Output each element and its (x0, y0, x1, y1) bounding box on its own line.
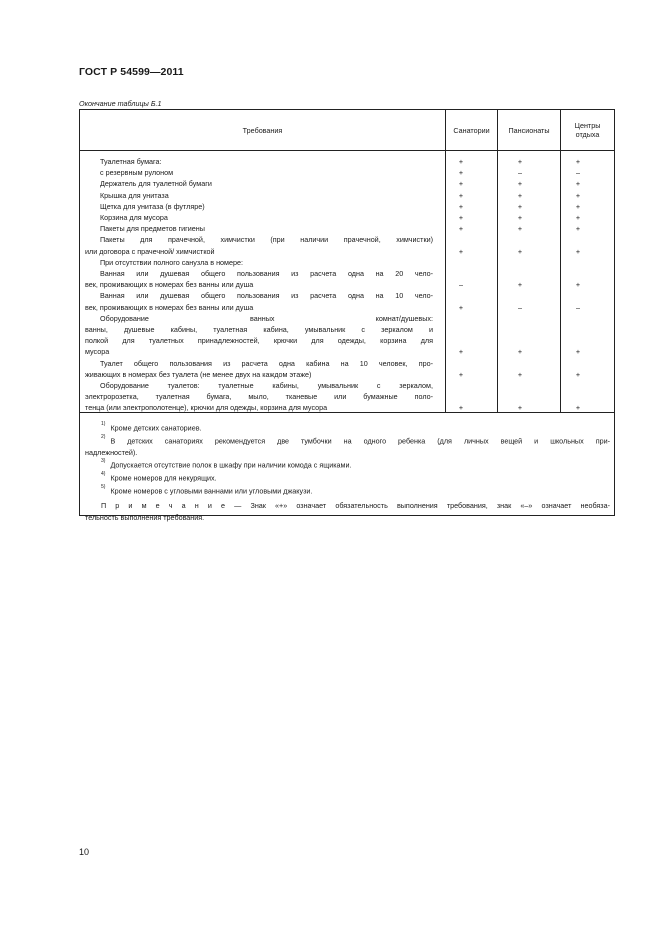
mark-pensions: – (518, 168, 522, 178)
mark-sanatoria: + (458, 369, 464, 379)
mark-rest-centers: + (575, 246, 581, 256)
col-divider-2 (497, 110, 498, 412)
mark-pensions: + (517, 157, 523, 166)
requirement-line: электророзетка, туалетная бумага, мыло, тканевые или бумажные поло- (85, 392, 433, 402)
requirement-text (85, 290, 433, 312)
footnote-5: $^{5)}$ Кроме номеров с угловыми ваннами или угловыми джакузи. (101, 483, 313, 495)
requirement-line: При отсутствии полного санузла в номере: (100, 257, 243, 267)
column-header-pensions: Пансионаты (508, 125, 550, 135)
mark-sanatoria: + (458, 168, 464, 178)
mark-rest-centers: – (576, 302, 580, 312)
requirement-line: полкой для туалетных принадлежностей, крючки для одежды, корзина для (85, 336, 433, 346)
requirement-line: мусора (85, 347, 110, 357)
requirement-text (85, 257, 433, 268)
requirement-text (85, 223, 433, 234)
mark-rest-centers: + (575, 179, 581, 189)
requirement-text (85, 167, 433, 178)
mark-rest-centers: + (575, 201, 581, 211)
column-header-rest-centers-line1: Центры (574, 121, 601, 130)
requirement-line: ванны, душевые кабины, туалетная кабина, умывальник с зеркалом и (85, 325, 433, 334)
mark-pensions: + (517, 246, 523, 256)
mark-sanatoria: + (458, 190, 464, 200)
mark-pensions: + (517, 201, 523, 211)
requirement-line: с резервным рулоном (100, 168, 174, 178)
page-number: 10 (79, 847, 90, 857)
mark-rest-centers: + (575, 403, 581, 413)
mark-pensions: – (518, 302, 522, 312)
requirements-table (79, 109, 615, 522)
requirement-line: Крышка для унитаза (100, 190, 169, 200)
requirement-line: век, проживающих в номерах без ванны или душа (85, 302, 254, 312)
table-caption: Окончание таблицы Б.1 (79, 99, 162, 108)
mark-pensions: + (517, 179, 523, 189)
requirement-text (85, 190, 433, 201)
mark-rest-centers: + (575, 347, 581, 357)
col-divider-1 (445, 110, 446, 412)
mark-rest-centers: + (575, 369, 581, 379)
mark-pensions: + (517, 403, 523, 413)
col-divider-3 (560, 110, 561, 412)
mark-pensions: + (517, 224, 523, 234)
requirement-line: Корзина для мусора (100, 213, 168, 222)
footnotes (85, 421, 610, 523)
mark-sanatoria: + (458, 302, 464, 312)
requirement-line: Туалетная бумага: (100, 157, 162, 166)
requirement-line: век, проживающих в номерах без ванны или душа (85, 280, 254, 290)
footnote-4: $^{4)}$ Кроме номеров для некурящих. (101, 470, 217, 483)
requirement-text (85, 313, 433, 358)
column-header-requirements: Требования (242, 125, 283, 135)
mark-pensions: + (517, 280, 523, 290)
requirement-line: живающих в номерах без туалета (не менее двух на каждом этаже) (85, 369, 312, 379)
requirement-line: или договора с прачечной/ химчисткой (85, 246, 215, 256)
mark-sanatoria: + (458, 403, 464, 413)
mark-sanatoria: – (459, 280, 463, 290)
mark-sanatoria: + (458, 347, 464, 357)
requirement-line: Оборудование ванных комнат/душевых: (100, 313, 433, 323)
mark-sanatoria: + (458, 213, 464, 222)
requirement-line: Щетка для унитаза (в футляре) (100, 201, 205, 211)
mark-rest-centers: + (575, 157, 581, 166)
requirement-text (85, 234, 433, 256)
mark-rest-centers: + (575, 213, 581, 222)
requirement-line: тенца (или электрополотенце), крючки для одежды, корзина для мусора (85, 403, 328, 413)
mark-sanatoria: + (458, 201, 464, 211)
requirement-line: Оборудование туалетов: туалетные кабины, умывальник с зеркалом, (100, 381, 433, 390)
requirement-line: Туалет общего пользования из расчета одна кабина на 10 человек, про- (100, 358, 433, 368)
requirement-text (85, 380, 433, 414)
column-header-sanatoria: Санатории (453, 125, 490, 135)
requirement-text (85, 201, 433, 212)
header-divider (80, 150, 614, 151)
footnote-2: $^{2)}$ В детских санаториях рекомендуется две тумбочки на одного ребенка (для личных вещей и школьных при- (101, 433, 610, 446)
mark-rest-centers: + (575, 190, 581, 200)
mark-sanatoria: + (458, 157, 464, 166)
mark-rest-centers: + (575, 280, 581, 290)
requirement-text (85, 156, 433, 167)
footnote-1: $^{1)}$ Кроме детских санаториев. (101, 421, 202, 433)
footnote-2-continuation: надлежностей). (85, 447, 138, 457)
mark-pensions: + (517, 213, 523, 222)
mark-pensions: + (517, 190, 523, 200)
footnote-3: $^{3)}$ Допускается отсутствие полок в шкафу при наличии комода с ящиками. (101, 458, 352, 470)
mark-pensions: + (517, 347, 523, 357)
requirement-line: Пакеты для предметов гигиены (100, 224, 205, 234)
requirement-text (85, 268, 433, 290)
table-note-continuation: тельность выполнения требования. (85, 512, 205, 522)
requirement-line: Пакеты для прачечной, химчистки (при наличии прачечной, химчистки) (100, 235, 433, 245)
mark-sanatoria: + (458, 224, 464, 234)
requirement-text (85, 358, 433, 380)
mark-rest-centers: – (576, 168, 580, 178)
mark-pensions: + (517, 369, 523, 379)
mark-sanatoria: + (458, 246, 464, 256)
mark-rest-centers: + (575, 224, 581, 234)
requirement-line: Держатель для туалетной бумаги (100, 179, 212, 189)
standard-header: ГОСТ Р 54599—2011 (79, 66, 184, 78)
mark-sanatoria: + (458, 179, 464, 189)
table-note: П р и м е ч а н и е — Знак «+» означает обязательность выполнения требования, знак «–» означает необяза- (101, 501, 610, 511)
column-header-rest-centers-line2: отдыха (575, 130, 600, 139)
requirement-text (85, 178, 433, 189)
requirement-line: Ванная или душевая общего пользования из расчета одна на 10 чело- (100, 291, 433, 301)
requirement-line: Ванная или душевая общего пользования из расчета одна на 20 чело- (100, 269, 433, 278)
requirement-text (85, 212, 433, 223)
column-header-rest-centers (561, 110, 614, 150)
